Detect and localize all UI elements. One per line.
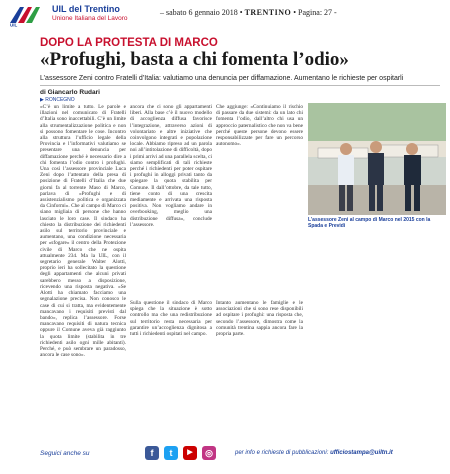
page-footer bbox=[40, 444, 440, 466]
footer-contact bbox=[235, 450, 393, 456]
instagram-icon[interactable]: ◎ bbox=[202, 446, 216, 460]
page-label: • Pagina: 27 - bbox=[293, 8, 337, 17]
article-dateline-place: ▶ RONCEGNO bbox=[40, 97, 75, 103]
article-byline: di Giancarlo Rudari bbox=[40, 89, 100, 96]
svg-text:UIL: UIL bbox=[10, 22, 18, 27]
page-header bbox=[0, 0, 450, 30]
article-column-2: ancora che ci sono gli appartamenti liberi. Alla base c’è il nuovo modello di accoglienza diffusa favorisce l’integrazione, attraverso azioni di volontariato e altre iniziative che coinvolgono integrati e popolazione locale. Abbiamo ripreso ad un parola noi all’intitolazione di difficoltà, dopo i primi arrivi ad una parallela scelta, ci siamo semplificati di tali richieste perché i richiedenti per poter ospitare i profughi in alloggi privati tanto da spiegare la quota stabilita per Comune. Il dall’ottobre, da tale tutto, tiene conto di una crescita mediamente e arrivata una risposta positiva. Non vogliamo andare in overbooking, meglio una distribuzione diffusa», conclude l’assessore. bbox=[130, 104, 212, 228]
article-subhead: L’assessore Zeni contro Fratelli d’Italia: valutiamo una denuncia per diffamazione. Aumentano le richieste per ospitarli bbox=[40, 75, 404, 82]
article-column-4: Sulla questione il sindaco di Marco spiega che la situazione è sotto controllo ma che una redistribuzione sul territorio resta necessaria per garantire un’accoglienza dignitosa a tutti i richiedenti ospitati nel campo. bbox=[130, 300, 212, 338]
uil-logo bbox=[8, 3, 48, 27]
footer-email-link[interactable]: ufficiostampa@uiltn.it bbox=[330, 450, 393, 456]
twitter-icon[interactable]: t bbox=[164, 446, 178, 460]
article-column-5: Intanto aumentano le famiglie e le associazioni che si sono rese disponibili ad ospitare i profughi: una risposta che, secondo l’assessore, dimostra come la comunità trentina sappia ancora fare la propria parte. bbox=[216, 300, 303, 338]
org-subtitle: Unione Italiana del Lavoro bbox=[52, 15, 128, 22]
article-kicker: DOPO LA PROTESTA DI MARCO bbox=[40, 37, 218, 49]
article-column-3: Che aggiunge: «Continuiamo il rischio di passare da due sistemi: da un lato chi fomenta l’odio, dall’altro chi usa un approccio paternalistico che non va bene perché queste persone devono essere responsabilizzate per fare un percorso autonomo». bbox=[216, 104, 303, 148]
photo-caption: L’assessore Zeni al campo di Marco nel 2015 con la Spada e Previdi bbox=[308, 217, 431, 229]
article-column-1: «C’è un limite a tutto. Le parole e illazioni nel comunicato di Fratelli d’Italia sono inaccettabili. C’è un limite alla strumentalizzazione politica e non si possono fomentare le cose. Incontro alla struttura l’ufficio legale della Provincia e l’informativi valutiamo se presentare una denuncia per diffamazione perché è necessario dire a chi fomenta l’odio contro i profughi. Una così l’assessore provinciale Luca Zeni dopo l’attentato della presa di posizione di Fratelli d’Italia che due giorni fa al torrente Maso di Marco, parlava di «Profughi e di assistenzialismo politica e organizzata da Cinformi». Che al campo di Marco ci siano migliaia di persone che hanno lasciato le loro case. Il sindaco ha chiesto la distribuzione dei richiedenti asilo sul territorio provinciale e aumentano, una condizione necessaria per «sfogare» il centro della Protezione civile di Marco che ne ospita attualmente 234. Ma la UIL, con il segretario generale Walter Alotti, proprio ieri ha sollecitato la questione degli appartamenti che alcuni privati sarebbero messo a disposizione, ricevendo una risposta negativa. «Se Alotti ha chiamato facciamo una segnalazione precisa. Non conosco le case di cui si tratta, ma evidentemente mancavano i requisiti previsti dal bando», replica l’assessore. Forse mancavano requisiti di natura tecnica oppure il Comune aveva già raggiunto la quota limite (stabilita in tre richiedenti asilo ogni mille abitanti). Perché, e può sembrare un paradosso, ancora le case sono». bbox=[40, 104, 126, 359]
youtube-icon[interactable]: ▶ bbox=[183, 446, 197, 460]
date-text: – sabato 6 gennaio 2018 • bbox=[160, 8, 243, 17]
newspaper-name: TRENTINO bbox=[244, 8, 292, 17]
article-headline: «Profughi, basta a chi fomenta l’odio» bbox=[40, 49, 349, 70]
follow-us-label: Seguici anche su bbox=[40, 450, 90, 457]
date-line bbox=[160, 8, 337, 17]
headline-divider bbox=[40, 85, 440, 86]
facebook-icon[interactable]: f bbox=[145, 446, 159, 460]
org-name: UIL del Trentino bbox=[52, 4, 120, 14]
footer-info-text: per info e richieste di pubblicazioni: bbox=[235, 450, 329, 456]
article-photo bbox=[308, 103, 446, 215]
